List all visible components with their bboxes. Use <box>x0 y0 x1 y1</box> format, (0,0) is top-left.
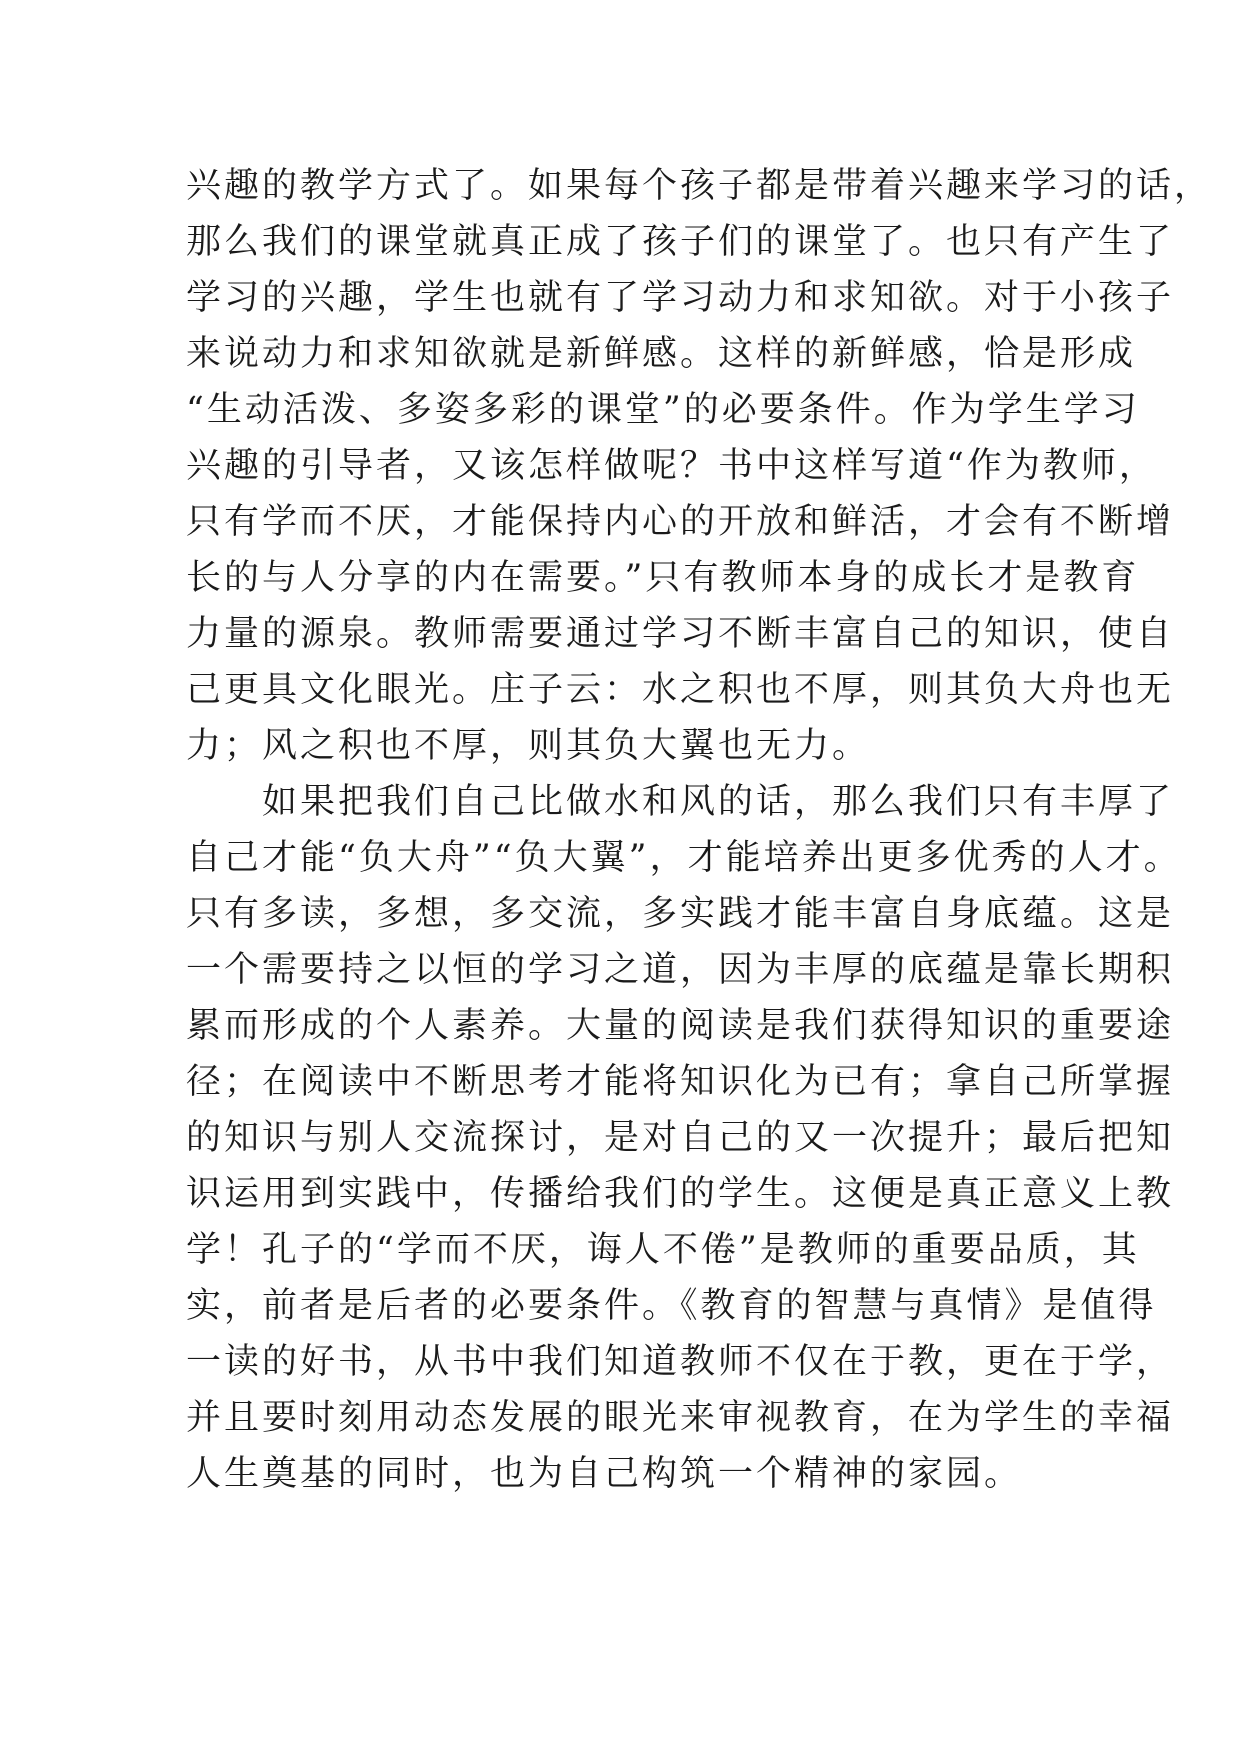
text-line: 力量的源泉。教师需要通过学习不断丰富自己的知识，使自 <box>186 614 1175 654</box>
text-line: 径；在阅读中不断思考才能将知识化为已有；拿自己所掌握 <box>186 1062 1175 1102</box>
text-line: 力；风之积也不厚，则其负大翼也无力。 <box>186 726 871 766</box>
text-line: 一个需要持之以恒的学习之道，因为丰厚的底蕴是靠长期积 <box>186 950 1175 990</box>
text-line: 学！孔子的“学而不厌，诲人不倦”是教师的重要品质，其 <box>186 1230 1140 1270</box>
text-line: 人生奠基的同时，也为自己构筑一个精神的家园。 <box>186 1454 1023 1494</box>
text-line: 己更具文化眼光。庄子云：水之积也不厚，则其负大舟也无 <box>186 670 1175 710</box>
text-line: “生动活泼、多姿多彩的课堂”的必要条件。作为学生学习 <box>186 390 1140 430</box>
paragraph-start-line: 如果把我们自己比做水和风的话，那么我们只有丰厚了 <box>224 782 1175 822</box>
text-line: 学习的兴趣，学生也就有了学习动力和求知欲。对于小孩子 <box>186 278 1175 318</box>
text-line: 长的与人分享的内在需要。”只有教师本身的成长才是教育 <box>186 558 1140 598</box>
text-line: 累而形成的个人素养。大量的阅读是我们获得知识的重要途 <box>186 1006 1175 1046</box>
text-line: 实，前者是后者的必要条件。《教育的智慧与真情》是值得 <box>186 1286 1157 1326</box>
text-line: 识运用到实践中，传播给我们的学生。这便是真正意义上教 <box>186 1174 1175 1214</box>
text-line: 兴趣的教学方式了。如果每个孩子都是带着兴趣来学习的话， <box>186 166 1213 206</box>
text-line: 并且要时刻用动态发展的眼光来审视教育，在为学生的幸福 <box>186 1398 1175 1438</box>
text-line: 来说动力和求知欲就是新鲜感。这样的新鲜感，恰是形成 <box>186 334 1137 374</box>
text-line: 一读的好书，从书中我们知道教师不仅在于教，更在于学， <box>186 1342 1175 1382</box>
text-line: 那么我们的课堂就真正成了孩子们的课堂了。也只有产生了 <box>186 222 1175 262</box>
text-line: 自己才能“负大舟”“负大翼”，才能培养出更多优秀的人才。 <box>186 838 1182 878</box>
text-line: 的知识与别人交流探讨，是对自己的又一次提升；最后把知 <box>186 1118 1175 1158</box>
text-line: 只有多读，多想，多交流，多实践才能丰富自身底蕴。这是 <box>186 894 1175 934</box>
text-line: 兴趣的引导者，又该怎样做呢？书中这样写道“作为教师， <box>186 446 1157 486</box>
text-line: 只有学而不厌，才能保持内心的开放和鲜活，才会有不断增 <box>186 502 1175 542</box>
